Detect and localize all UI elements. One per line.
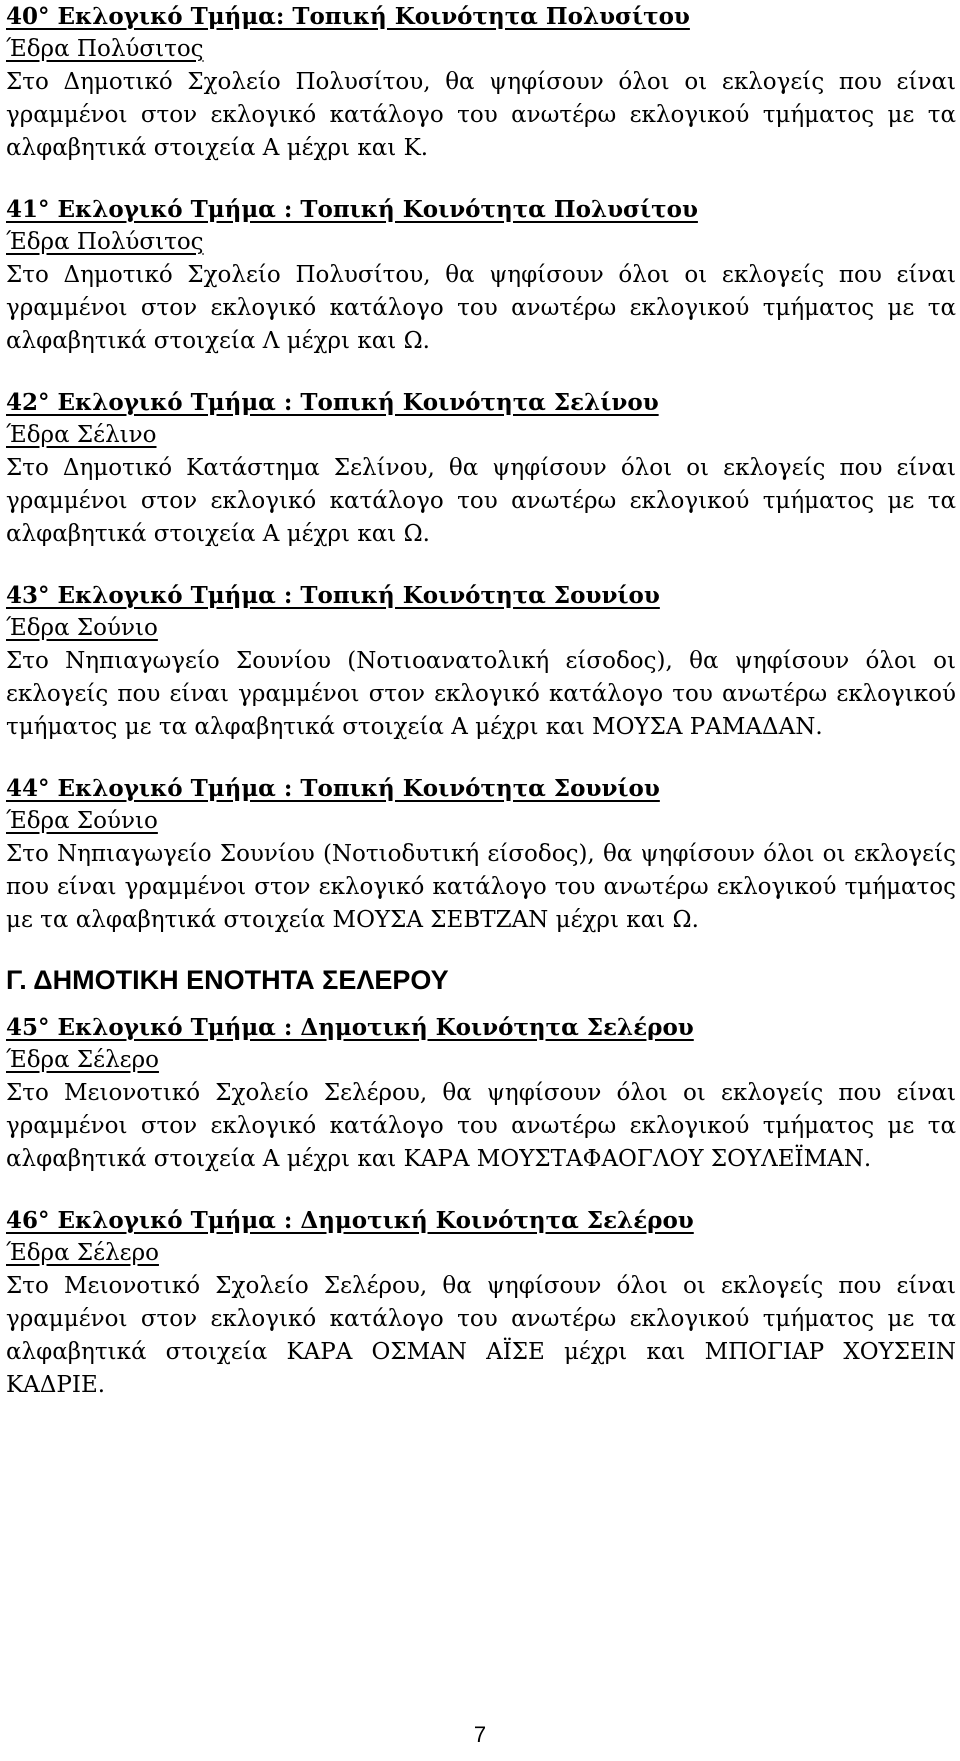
entry-seat: Έδρα Σέλινο <box>6 422 157 448</box>
entry-text: Στο Μειονοτικό Σχολείο Σελέρου, θα ψηφίσουν όλοι οι εκλογείς που είναι γραμμένοι στον εκλογικό κατάλογο του ανωτέρω εκλογικού τμήματος με τα αλφαβητικά στοιχεία Α μέχρι και ΚΑΡΑ ΜΟΥΣΤΑΦΑΟΓΛΟΥ ΣΟΥΛΕΪΜΑΝ. <box>6 1080 956 1172</box>
section-entry-40 <box>6 0 956 165</box>
section-entry-43 <box>6 579 956 744</box>
entry-heading: 44° Εκλογικό Τμήμα : Τοπική Κοινότητα Σουνίου <box>6 775 660 802</box>
section-entry-46 <box>6 1204 956 1402</box>
entry-seat: Έδρα Σέλερο <box>6 1240 159 1266</box>
entry-text: Στο Νηπιαγωγείο Σουνίου (Νοτιοδυτική είσοδος), θα ψηφίσουν όλοι οι εκλογείς που είναι γραμμένοι στον εκλογικό κατάλογο του ανωτέρω εκλογικού τμήματος με τα αλφαβητικά στοιχεία ΜΟΥΣΑ ΣΕΒΤΖΑΝ μέχρι και Ω. <box>6 841 956 933</box>
page-number: 7 <box>473 1722 487 1747</box>
entry-heading: 45° Εκλογικό Τμήμα : Δημοτική Κοινότητα Σελέρου <box>6 1014 694 1041</box>
entry-heading: 40° Εκλογικό Τμήμα: Τοπική Κοινότητα Πολυσίτου <box>6 3 690 30</box>
entry-seat: Έδρα Πολύσιτος <box>6 36 204 62</box>
entry-seat: Έδρα Σέλερο <box>6 1047 159 1073</box>
section-title: Γ. ΔΗΜΟΤΙΚΗ ΕΝΟΤΗΤΑ ΣΕΛΕΡΟΥ <box>6 965 449 995</box>
section-entry-42 <box>6 386 956 551</box>
entry-text: Στο Μειονοτικό Σχολείο Σελέρου, θα ψηφίσουν όλοι οι εκλογείς που είναι γραμμένοι στον εκλογικό κατάλογο του ανωτέρω εκλογικού τμήματος με τα αλφαβητικά στοιχεία ΚΑΡΑ ΟΣΜΑΝ ΑΪΣΕ μέχρι και ΜΠΟΓΙΑΡ ΧΟΥΣΕΙΝ ΚΑΔΡΙΕ. <box>6 1273 956 1398</box>
entry-text: Στο Νηπιαγωγείο Σουνίου (Νοτιοανατολική είσοδος), θα ψηφίσουν όλοι οι εκλογείς που είναι γραμμένοι στον εκλογικό κατάλογο του ανωτέρω εκλογικού τμήματος με τα αλφαβητικά στοιχεία Α μέχρι και ΜΟΥΣΑ ΡΑΜΑΔΑΝ. <box>6 648 956 740</box>
entry-heading: 43° Εκλογικό Τμήμα : Τοπική Κοινότητα Σουνίου <box>6 582 660 609</box>
entry-heading: 41° Εκλογικό Τμήμα : Τοπική Κοινότητα Πολυσίτου <box>6 196 698 223</box>
entry-text: Στο Δημοτικό Σχολείο Πολυσίτου, θα ψηφίσουν όλοι οι εκλογείς που είναι γραμμένοι στον εκλογικό κατάλογο του ανωτέρω εκλογικού τμήματος με τα αλφαβητικά στοιχεία Λ μέχρι και Ω. <box>6 262 956 354</box>
entry-heading: 46° Εκλογικό Τμήμα : Δημοτική Κοινότητα Σελέρου <box>6 1207 694 1234</box>
section-entry-45 <box>6 1011 956 1176</box>
entry-text: Στο Δημοτικό Κατάστημα Σελίνου, θα ψηφίσουν όλοι οι εκλογείς που είναι γραμμένοι στον εκλογικό κατάλογο του ανωτέρω εκλογικού τμήματος με τα αλφαβητικά στοιχεία Α μέχρι και Ω. <box>6 455 956 547</box>
entry-heading: 42° Εκλογικό Τμήμα : Τοπική Κοινότητα Σελίνου <box>6 389 659 416</box>
section-entry-44 <box>6 772 956 937</box>
entry-text: Στο Δημοτικό Σχολείο Πολυσίτου, θα ψηφίσουν όλοι οι εκλογείς που είναι γραμμένοι στον εκλογικό κατάλογο του ανωτέρω εκλογικού τμήματος με τα αλφαβητικά στοιχεία Α μέχρι και Κ. <box>6 69 956 161</box>
entry-seat: Έδρα Πολύσιτος <box>6 229 204 255</box>
entry-seat: Έδρα Σούνιο <box>6 615 158 641</box>
document-page <box>6 0 956 1430</box>
entry-seat: Έδρα Σούνιο <box>6 808 158 834</box>
section-entry-41 <box>6 193 956 358</box>
